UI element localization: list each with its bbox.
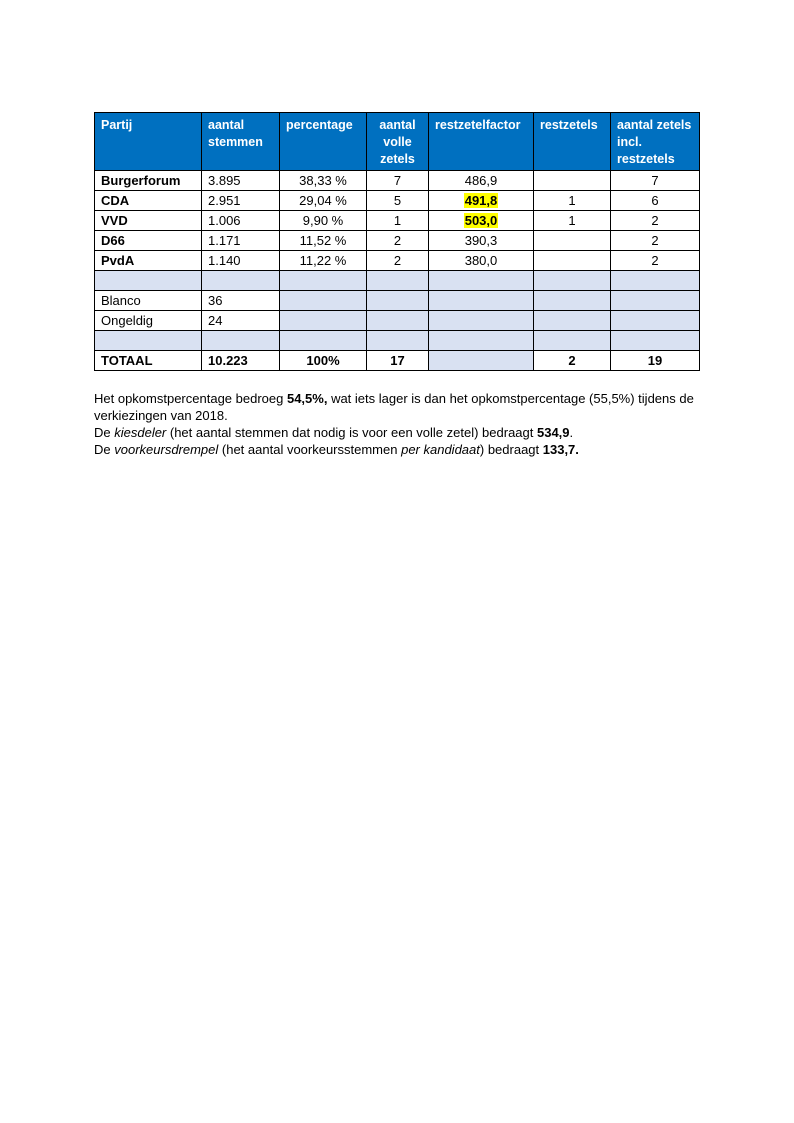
percentage-cell: 38,33 % xyxy=(280,171,367,191)
ongeldig-label: Ongeldig xyxy=(95,311,202,331)
voorkeursdrempel-value: 133,7. xyxy=(542,442,579,457)
header-volle-zetels: aantal volle zetels xyxy=(367,113,429,171)
table-row xyxy=(95,251,700,271)
ongeldig-row xyxy=(95,311,700,331)
party-name: D66 xyxy=(95,231,202,251)
blanco-label: Blanco xyxy=(95,291,202,311)
remainder-seats-cell xyxy=(534,251,611,271)
header-restzetels: restzetels xyxy=(534,113,611,171)
remainder-seats-cell xyxy=(534,231,611,251)
blanco-row xyxy=(95,291,700,311)
header-restzetelfactor: restzetelfactor xyxy=(429,113,534,171)
turnout-note: Het opkomstpercentage bedroeg 54,5%, wat iets lager is dan het opkomstpercentage (55,5%) tijdens de verkiezingen van 2018. xyxy=(94,391,694,423)
party-name: CDA xyxy=(95,191,202,211)
party-name: PvdA xyxy=(95,251,202,271)
highlighted-factor: 491,8 xyxy=(464,193,498,208)
ongeldig-value: 24 xyxy=(202,311,280,331)
table-row xyxy=(95,231,700,251)
election-results-table xyxy=(94,112,700,371)
header-zetels-incl: aantal zetels incl. restzetels xyxy=(611,113,700,171)
remainder-factor-cell xyxy=(429,211,534,231)
remainder-seats-cell xyxy=(534,171,611,191)
header-partij: Partij xyxy=(95,113,202,171)
document-page xyxy=(94,112,700,458)
votes-cell: 3.895 xyxy=(202,171,280,191)
votes-cell: 1.171 xyxy=(202,231,280,251)
blanco-value: 36 xyxy=(202,291,280,311)
spacer-row xyxy=(95,271,700,291)
remainder-factor-cell: 390,3 xyxy=(429,231,534,251)
total-votes: 10.223 xyxy=(202,351,280,371)
full-seats-cell: 5 xyxy=(367,191,429,211)
percentage-cell: 11,22 % xyxy=(280,251,367,271)
total-row xyxy=(95,351,700,371)
votes-cell: 1.006 xyxy=(202,211,280,231)
total-seats-cell: 6 xyxy=(611,191,700,211)
total-seats-cell: 2 xyxy=(611,251,700,271)
header-aantal-stemmen: aantal stemmen xyxy=(202,113,280,171)
spacer-row xyxy=(95,331,700,351)
total-seats-cell: 2 xyxy=(611,231,700,251)
highlighted-factor: 503,0 xyxy=(464,213,498,228)
remainder-factor-cell: 486,9 xyxy=(429,171,534,191)
full-seats-cell: 2 xyxy=(367,251,429,271)
remainder-seats-cell: 1 xyxy=(534,191,611,211)
party-name: Burgerforum xyxy=(95,171,202,191)
full-seats-cell: 2 xyxy=(367,231,429,251)
turnout-value: 54,5%, xyxy=(286,391,328,406)
votes-cell: 1.140 xyxy=(202,251,280,271)
votes-cell: 2.951 xyxy=(202,191,280,211)
total-seats-cell: 7 xyxy=(611,171,700,191)
total-label: TOTAAL xyxy=(95,351,202,371)
total-percentage: 100% xyxy=(280,351,367,371)
table-row xyxy=(95,211,700,231)
full-seats-cell: 7 xyxy=(367,171,429,191)
party-name: VVD xyxy=(95,211,202,231)
remainder-factor-cell: 380,0 xyxy=(429,251,534,271)
voorkeursdrempel-note: De voorkeursdrempel (het aantal voorkeursstemmen per kandidaat) bedraagt 133,7. xyxy=(94,442,579,457)
kiesdeler-value: 534,9 xyxy=(536,425,570,440)
percentage-cell: 9,90 % xyxy=(280,211,367,231)
total-remainder-seats: 2 xyxy=(534,351,611,371)
remainder-factor-cell xyxy=(429,191,534,211)
table-row xyxy=(95,191,700,211)
remainder-seats-cell: 1 xyxy=(534,211,611,231)
percentage-cell: 11,52 % xyxy=(280,231,367,251)
percentage-cell: 29,04 % xyxy=(280,191,367,211)
total-full-seats: 17 xyxy=(367,351,429,371)
header-percentage: percentage xyxy=(280,113,367,171)
kiesdeler-note: De kiesdeler (het aantal stemmen dat nodig is voor een volle zetel) bedraagt 534,9. xyxy=(94,425,574,440)
header-row xyxy=(95,113,700,171)
notes xyxy=(94,390,704,458)
total-seats-cell: 2 xyxy=(611,211,700,231)
table-row xyxy=(95,171,700,191)
total-seats: 19 xyxy=(611,351,700,371)
full-seats-cell: 1 xyxy=(367,211,429,231)
